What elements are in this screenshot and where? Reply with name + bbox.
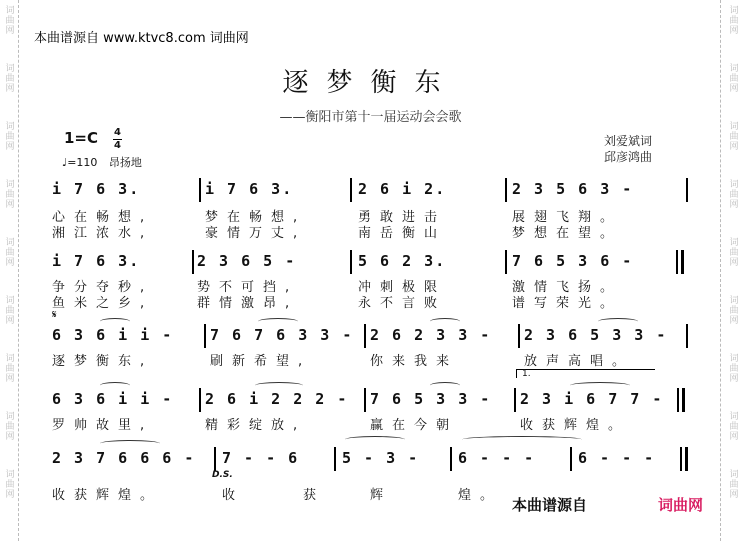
lyric-line-1: 煌。 [458,488,503,503]
measure-notes: 5 - 3 - [342,449,420,467]
lyric-line-1: 精彩绽放, [205,418,307,433]
lyric-line-1: 展翅飞翔。 [512,210,623,225]
barline [350,250,352,274]
ds-mark: D.S. [212,470,233,480]
composer-credit: 邱彦鸿曲 [604,150,653,164]
watermark-text: 词曲网 [729,122,739,152]
lyric-line-1: 罗帅故里, [52,418,154,433]
measure-notes: i 7 6 3. [52,252,141,270]
slur [345,436,405,443]
barline [204,324,206,348]
measure-notes: 5 6 2 3. [358,252,447,270]
barline [350,178,352,202]
barline [364,324,366,348]
measure-notes: 2 3 5 6 3 - [512,180,634,198]
lyric-line-2: 鱼米之乡, [52,296,154,311]
slur [100,440,160,447]
measure-notes: 6 3 6 i i - [52,390,174,408]
lyric-line-2: 群情激昂, [197,296,299,311]
barline [364,388,366,412]
barline [514,388,516,412]
measure-notes: 2 3 i 6 7 7 - [520,390,664,408]
lyric-line-1: 刷新希望, [210,354,312,369]
expression-mark: 昂扬地 [108,156,142,169]
footer-source: 本曲谱源自 [512,496,588,514]
measure-notes: 2 6 i 2. [358,180,447,198]
measure-notes: 7 6 5 3 6 - [512,252,634,270]
measure-notes: 2 6 i 2 2 2 - [205,390,349,408]
key-signature: 1=C [64,129,99,147]
lyric-line-1: 辉 [370,488,393,503]
time-signature [113,128,122,151]
barline [570,447,572,471]
watermark-text: 词曲网 [5,180,15,210]
lyric-line-1: 放声高唱。 [524,354,635,369]
barline [199,178,201,202]
watermark-text: 词曲网 [5,470,15,500]
song-title: 逐梦衡东 [282,68,459,98]
lyric-line-2: 豪情万丈, [205,226,307,241]
watermark-text: 词曲网 [729,180,739,210]
lyric-line-2: 湘江浓水, [52,226,154,241]
lyric-line-2: 谱写荣光。 [512,296,623,311]
slur [100,318,130,325]
measure-notes: i 7 6 3. [52,180,141,198]
measure-notes: 6 - - - [578,449,656,467]
measure-notes: 2 6 2 3 3 - [370,326,492,344]
tie [462,436,582,443]
watermark-text: 词曲网 [5,354,15,384]
measure-notes: i 7 6 3. [205,180,294,198]
barline [686,178,688,202]
repeat-barline-thick [681,250,684,274]
barline [686,324,688,348]
lyric-line-1: 你来我来 [370,354,459,369]
watermark-text: 词曲网 [5,296,15,326]
barline [450,447,452,471]
slur [100,382,130,389]
lyric-line-1: 收 [222,488,245,503]
lyric-line-1: 梦在畅想, [205,210,307,225]
measure-notes: 6 3 6 i i - [52,326,174,344]
barline [505,250,507,274]
tempo-mark [62,154,142,170]
lyric-line-2: 永不言败 [358,296,447,311]
repeat-barline [677,388,679,412]
lyric-line-1: 势不可挡, [197,280,299,295]
slur [430,318,460,325]
time-signature-bottom: 4 [114,140,121,151]
repeat-barline [676,250,678,274]
slur [598,318,638,325]
footer-site-logo: 词曲网 [658,496,704,514]
watermark-text: 词曲网 [729,238,739,268]
lyric-line-2: 梦想在望。 [512,226,623,241]
measure-notes: 2 3 6 5 - [197,252,297,270]
barline [334,447,336,471]
slur [258,318,298,325]
barline [192,250,194,274]
song-subtitle: ——衡阳市第十一届运动会会歌 [279,110,462,125]
watermark-text: 词曲网 [729,412,739,442]
lyric-line-1: 赢在今朝 [370,418,459,433]
watermark-text: 词曲网 [729,470,739,500]
watermark-text: 词曲网 [729,64,739,94]
volta-bracket [516,369,655,378]
measure-notes: 2 3 7 6 6 6 - [52,449,196,467]
watermark-text: 词曲网 [729,6,739,36]
header-source-note: 本曲谱源自 www.ktvc8.com 词曲网 [34,31,249,46]
lyric-line-1: 心在畅想, [52,210,154,225]
lyric-line-1: 逐梦衡东, [52,354,154,369]
watermark-text: 词曲网 [5,238,15,268]
measure-notes: 7 - - 6 [222,449,300,467]
watermark-text: 词曲网 [5,412,15,442]
lyric-line-1: 争分夺秒, [52,280,154,295]
final-barline-thin [680,447,682,471]
slur [255,382,303,389]
lyric-line-1: 激情飞扬。 [512,280,623,295]
lyric-line-2: 南岳衡山 [358,226,447,241]
slur [570,382,630,389]
lyric-line-1: 收获辉煌。 [52,488,163,503]
repeat-barline-thick [682,388,685,412]
barline [505,178,507,202]
final-barline-thick [685,447,688,471]
watermark-text: 词曲网 [5,6,15,36]
measure-notes: 7 6 7 6 3 3 - [210,326,354,344]
measure-notes: 7 6 5 3 3 - [370,390,492,408]
lyric-line-1: 勇敢进击 [358,210,447,225]
watermark-text: 词曲网 [5,122,15,152]
time-signature-top: 4 [114,127,121,138]
watermark-text: 词曲网 [5,64,15,94]
volta-label: 1. [522,369,531,379]
barline [518,324,520,348]
barline [199,388,201,412]
measure-notes: 2 3 6 5 3 3 - [524,326,668,344]
watermark-text: 词曲网 [729,296,739,326]
segno-mark: 𝄋 [52,308,57,321]
lyric-line-1: 获 [303,488,326,503]
barline [214,447,216,471]
lyricist-credit: 刘爱斌词 [604,134,653,148]
tempo-value: ♩=110 [62,156,98,169]
slur [430,382,460,389]
lyric-line-1: 冲刺极限 [358,280,447,295]
lyric-line-1: 收获辉煌。 [520,418,631,433]
measure-notes: 6 - - - [458,449,536,467]
watermark-text: 词曲网 [729,354,739,384]
